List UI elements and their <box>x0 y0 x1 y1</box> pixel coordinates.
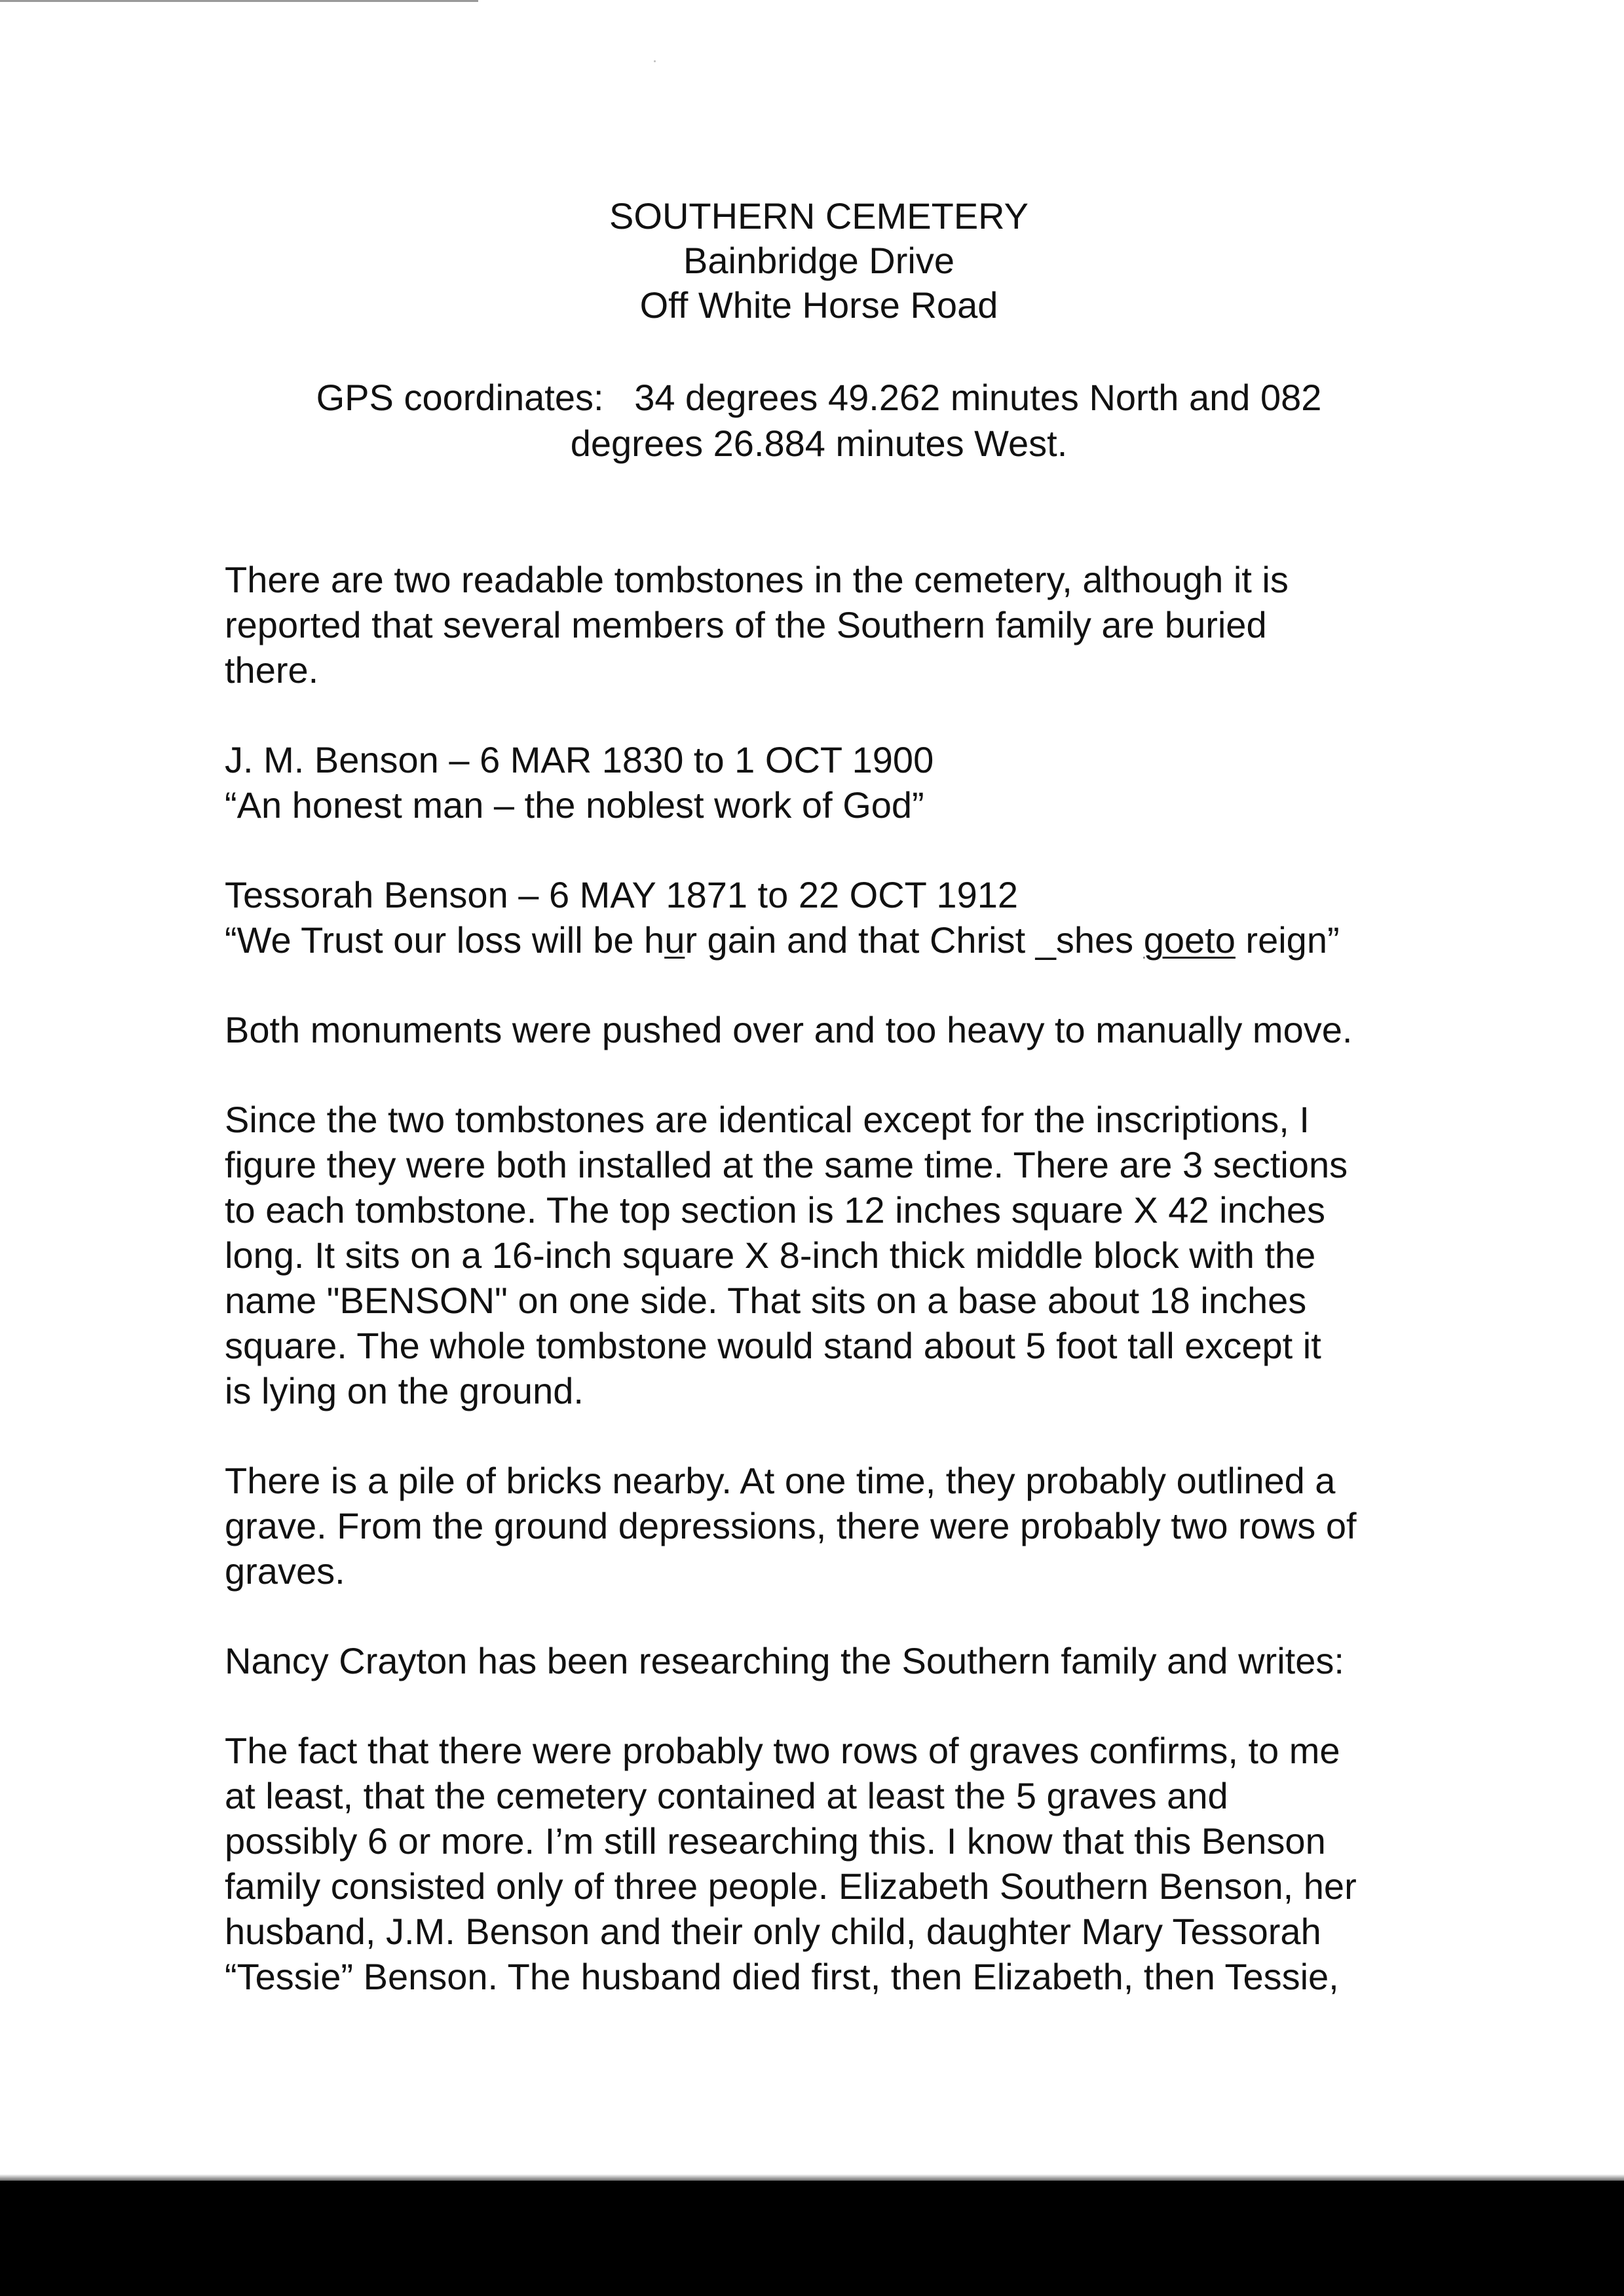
text-line: figure they were both installed at the same time. There are 3 sections <box>225 1144 1348 1185</box>
header-road: Off White Horse Road <box>639 284 998 326</box>
gps-coordinates <box>0 375 1624 467</box>
tessorah-benson-inscription <box>225 917 1482 963</box>
gps-line-1: GPS coordinates: 34 degrees 49.262 minutes North and 082 <box>316 377 1322 418</box>
scan-speck <box>654 60 656 62</box>
quoted-paragraph <box>225 1728 1482 1999</box>
text-line: Nancy Crayton has been researching the Southern family and writes: <box>225 1640 1344 1681</box>
document-title: SOUTHERN CEMETERY <box>609 195 1029 237</box>
text-line: to each tombstone. The top section is 12 inches square X 42 inches <box>225 1189 1325 1231</box>
text-line: square. The whole tombstone would stand about 5 foot tall except it <box>225 1325 1321 1366</box>
text-line: There are two readable tombstones in the cemetery, although it is <box>225 559 1289 600</box>
text-line: There is a pile of bricks nearby. At one time, they probably outlined a <box>225 1460 1336 1501</box>
nancy-crayton-paragraph <box>225 1638 1482 1683</box>
gps-line-2: degrees 26.884 minutes West. <box>570 423 1068 464</box>
jm-benson-dates: J. M. Benson – 6 MAR 1830 to 1 OCT 1900 <box>225 739 934 780</box>
scan-bottom-black-bar <box>0 2181 1624 2296</box>
tessorah-benson-dates: Tessorah Benson – 6 MAY 1871 to 22 OCT 1912 <box>225 874 1018 915</box>
text-line: The fact that there were probably two rows of graves confirms, to me <box>225 1730 1340 1771</box>
header-street: Bainbridge Drive <box>683 240 954 281</box>
jm-benson-inscription: “An honest man – the noblest work of God” <box>225 784 924 826</box>
text-line: “Tessie” Benson. The husband died first, then Elizabeth, then Tessie, <box>225 1956 1339 1997</box>
inscription-part: reign” <box>1235 919 1340 961</box>
intro-paragraph <box>225 557 1482 693</box>
text-line: name "BENSON" on one side. That sits on a base about 18 inches <box>225 1280 1307 1321</box>
text-line: graves. <box>225 1550 345 1592</box>
scan-top-edge-line <box>0 0 478 2</box>
inscription-underlined-word: goeto <box>1143 919 1236 961</box>
text-line: family consisted only of three people. Elizabeth Southern Benson, her <box>225 1866 1357 1907</box>
text-line: possibly 6 or more. I’m still researching this. I know that this Benson <box>225 1820 1326 1862</box>
monuments-paragraph <box>225 1007 1482 1052</box>
text-line: there. <box>225 649 319 691</box>
text-line: reported that several members of the Southern family are buried <box>225 604 1267 645</box>
text-line: Since the two tombstones are identical except for the inscriptions, I <box>225 1099 1310 1140</box>
text-line: long. It sits on a 16-inch square X 8-inch thick middle block with the <box>225 1234 1316 1276</box>
scan-bottom-edge <box>0 2174 1624 2181</box>
document-body <box>225 557 1482 2044</box>
tessorah-benson-entry <box>225 872 1482 963</box>
bricks-paragraph <box>225 1458 1482 1594</box>
inscription-part: “We Trust our loss will be h <box>225 919 665 961</box>
text-line: husband, J.M. Benson and their only child, daughter Mary Tessorah <box>225 1911 1321 1952</box>
text-line: at least, that the cemetery contained at least the 5 graves and <box>225 1775 1228 1816</box>
jm-benson-entry <box>225 737 1482 828</box>
text-line: Both monuments were pushed over and too heavy to manually move. <box>225 1009 1353 1050</box>
text-line: grave. From the ground depressions, there were probably two rows of <box>225 1505 1357 1546</box>
inscription-part: r gain and that Christ _shes <box>685 919 1144 961</box>
text-line: is lying on the ground. <box>225 1370 584 1411</box>
tombstones-paragraph <box>225 1097 1482 1413</box>
document-header <box>0 194 1624 328</box>
inscription-underlined-letter: u <box>664 919 685 961</box>
